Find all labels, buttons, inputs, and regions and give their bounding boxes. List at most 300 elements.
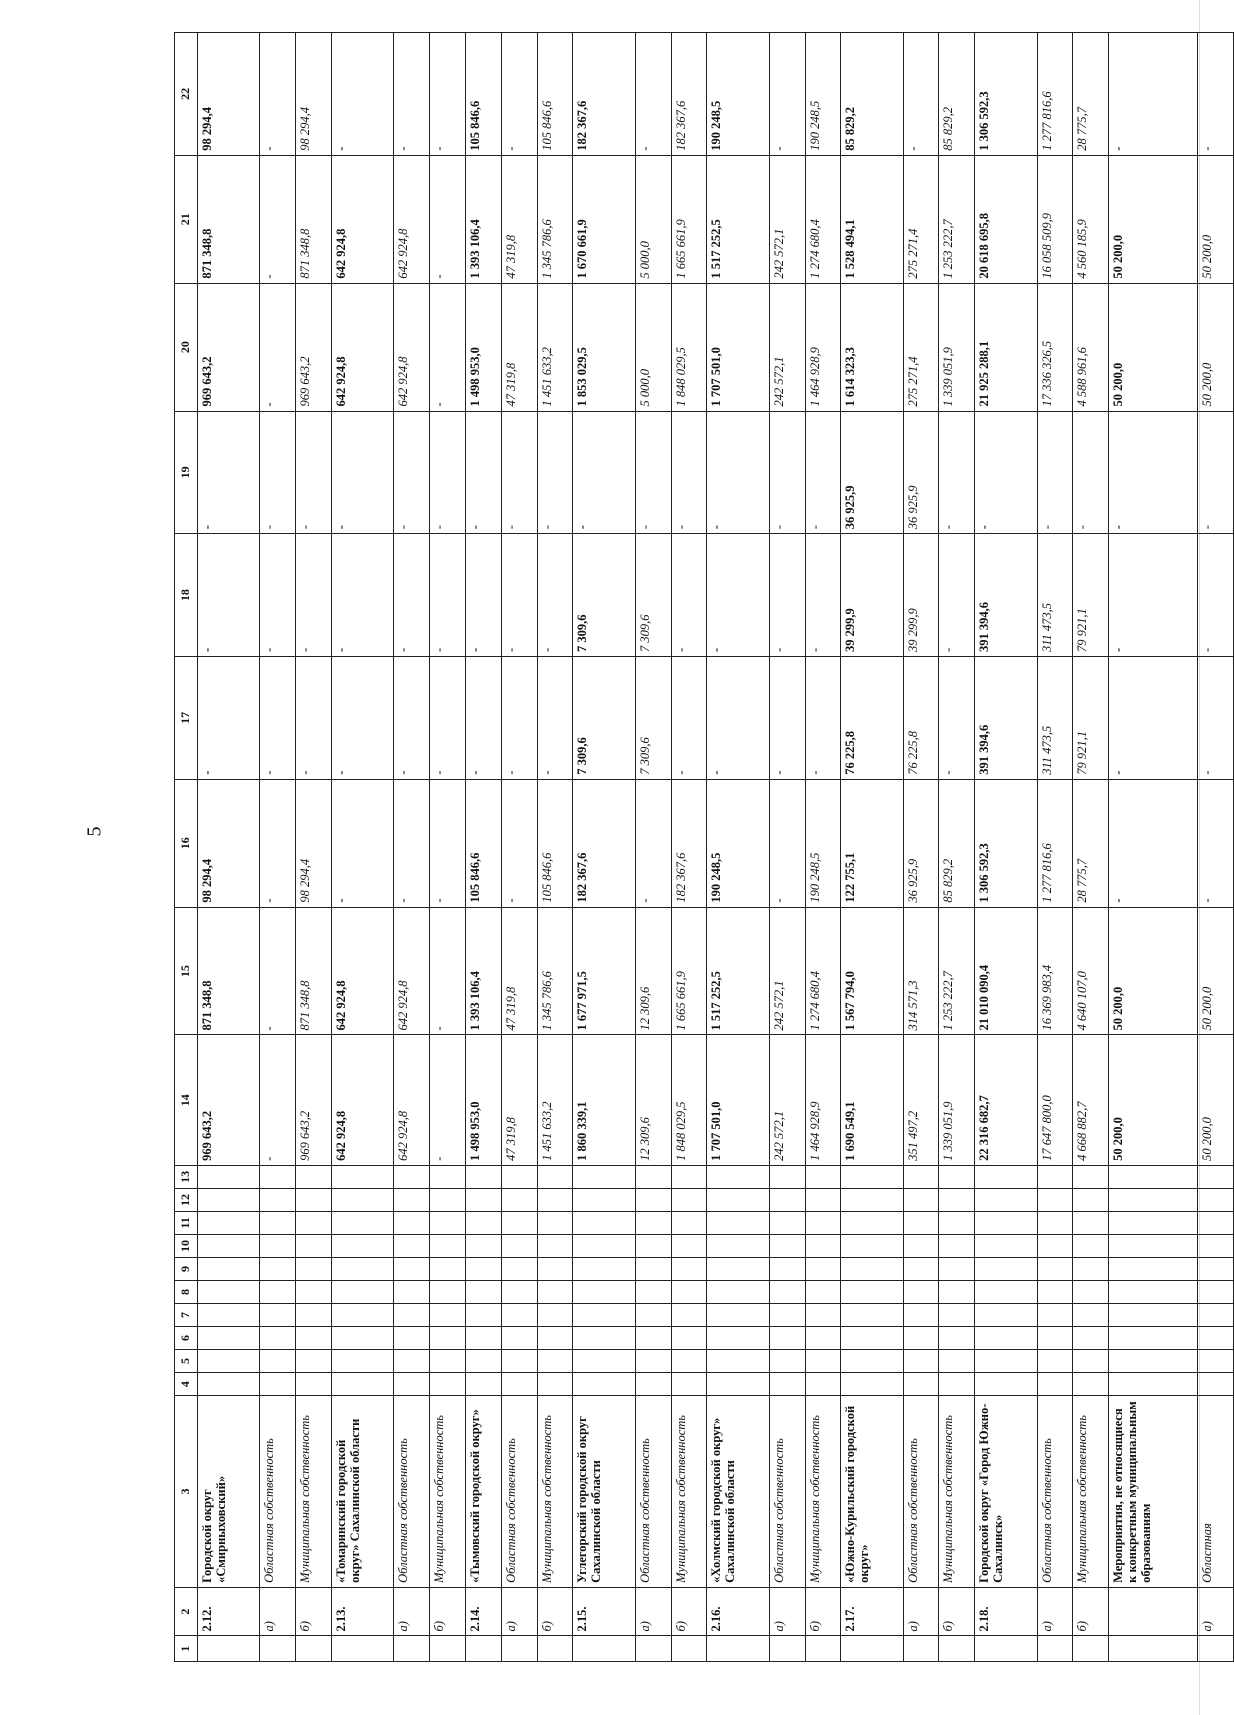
value-cell-col19: - [769,411,805,534]
value-cell-col21: 1 665 661,9 [671,155,707,283]
value-cell-col22: - [1197,33,1233,156]
value-cell-col17: - [769,657,805,780]
empty-cell [430,1280,466,1303]
row-number: а) [1197,1587,1233,1636]
row-cell-col1 [671,1636,707,1662]
empty-cell [841,1304,903,1327]
value-cell-col21: 20 618 695,8 [975,155,1037,283]
value-cell-col21: 1 253 222,7 [939,155,975,283]
empty-cell [1197,1188,1233,1211]
value-cell-col22: 85 829,2 [939,33,975,156]
value-cell-col15: 1 274 680,4 [805,907,841,1035]
row-number: 2.15. [573,1587,635,1636]
value-cell-col17: - [465,657,501,780]
empty-cell [635,1327,671,1350]
empty-cell [1109,1211,1198,1234]
value-cell-col19: - [1197,411,1233,534]
empty-cell [501,1188,537,1211]
value-cell-col19: - [501,411,537,534]
empty-cell [537,1165,573,1188]
column-number-header: 1 [175,1636,198,1662]
value-cell-col15: 4 640 107,0 [1073,907,1109,1035]
row-number: а) [260,1587,296,1636]
value-cell-col19: - [635,411,671,534]
row-cell-col1 [260,1636,296,1662]
value-cell-col15: 21 010 090,4 [975,907,1037,1035]
empty-cell [707,1373,769,1396]
empty-cell [975,1280,1037,1303]
empty-cell [331,1280,393,1303]
empty-cell [331,1304,393,1327]
empty-cell [707,1350,769,1373]
empty-cell [841,1327,903,1350]
empty-cell [331,1211,393,1234]
table-row [573,33,635,1662]
value-cell-col21: 1 670 661,9 [573,155,635,283]
empty-cell [501,1165,537,1188]
row-cell-col1 [296,1636,332,1662]
empty-cell [841,1280,903,1303]
value-cell-col18: - [769,534,805,657]
empty-cell [260,1188,296,1211]
value-cell-col18: 7 309,6 [573,534,635,657]
value-cell-col17: - [939,657,975,780]
value-cell-col21: - [430,155,466,283]
empty-cell [465,1234,501,1257]
row-cell-col1 [769,1636,805,1662]
empty-cell [394,1373,430,1396]
value-cell-col21: 642 924,8 [394,155,430,283]
value-cell-col19: - [260,411,296,534]
value-cell-col17: - [537,657,573,780]
value-cell-col15: 642 924,8 [331,907,393,1035]
empty-cell [465,1350,501,1373]
row-cell-col1 [939,1636,975,1662]
value-cell-col16: 105 846,6 [465,779,501,907]
value-cell-col16: - [635,779,671,907]
value-cell-col14: 1 451 633,2 [537,1035,573,1165]
empty-cell [769,1304,805,1327]
row-cell-col1 [975,1636,1037,1662]
empty-cell [635,1280,671,1303]
row-cell-col1 [394,1636,430,1662]
empty-cell [939,1373,975,1396]
row-cell-col1 [841,1636,903,1662]
empty-cell [296,1373,332,1396]
empty-cell [260,1373,296,1396]
empty-cell [707,1257,769,1280]
table-row [465,33,501,1662]
empty-cell [707,1304,769,1327]
column-number-header: 4 [175,1373,198,1396]
value-cell-col22: 182 367,6 [671,33,707,156]
empty-cell [1037,1165,1073,1188]
empty-cell [573,1304,635,1327]
value-cell-col16: 98 294,4 [296,779,332,907]
empty-cell [331,1373,393,1396]
value-cell-col19: - [537,411,573,534]
value-cell-col17: - [671,657,707,780]
empty-cell [805,1234,841,1257]
value-cell-col14: 4 668 882,7 [1073,1035,1109,1165]
empty-cell [394,1188,430,1211]
value-cell-col15: - [430,907,466,1035]
value-cell-col14: 242 572,1 [769,1035,805,1165]
empty-cell [260,1304,296,1327]
value-cell-col14: 351 497,2 [903,1035,939,1165]
value-cell-col15: - [260,907,296,1035]
table-row [975,33,1037,1662]
empty-cell [537,1350,573,1373]
row-name: Муниципальная собственность [805,1396,841,1588]
value-cell-col15: 1 677 971,5 [573,907,635,1035]
empty-cell [331,1350,393,1373]
table-row [903,33,939,1662]
column-number-header: 17 [175,657,198,780]
empty-cell [903,1165,939,1188]
value-cell-col16: - [1197,779,1233,907]
row-number: 2.18. [975,1587,1037,1636]
empty-cell [671,1327,707,1350]
table-row [841,33,903,1662]
empty-cell [430,1211,466,1234]
empty-cell [1109,1304,1198,1327]
value-cell-col18: - [707,534,769,657]
value-cell-col14: 1 498 953,0 [465,1035,501,1165]
value-cell-col15: 1 517 252,5 [707,907,769,1035]
empty-cell [769,1211,805,1234]
value-cell-col14: 1 339 051,9 [939,1035,975,1165]
empty-cell [805,1327,841,1350]
empty-cell [394,1234,430,1257]
value-cell-col15: 1 567 794,0 [841,907,903,1035]
empty-cell [1037,1373,1073,1396]
value-cell-col21: 1 345 786,6 [537,155,573,283]
empty-cell [1197,1327,1233,1350]
empty-cell [903,1373,939,1396]
empty-cell [1109,1234,1198,1257]
value-cell-col18: 311 473,5 [1037,534,1073,657]
empty-cell [1073,1257,1109,1280]
value-cell-col15: 314 571,3 [903,907,939,1035]
value-cell-col17: 7 309,6 [573,657,635,780]
value-cell-col15: 50 200,0 [1197,907,1233,1035]
value-cell-col16: - [769,779,805,907]
row-cell-col1 [331,1636,393,1662]
value-cell-col21: 16 058 509,9 [1037,155,1073,283]
value-cell-col16: 85 829,2 [939,779,975,907]
value-cell-col14: - [260,1035,296,1165]
row-name: Городской округ «Город Южно-Сахалинск» [975,1396,1037,1588]
empty-cell [769,1257,805,1280]
value-cell-col15: 1 253 222,7 [939,907,975,1035]
value-cell-col17: - [501,657,537,780]
value-cell-col17: 79 921,1 [1073,657,1109,780]
row-cell-col1 [537,1636,573,1662]
empty-cell [1073,1327,1109,1350]
value-cell-col21: 1 274 680,4 [805,155,841,283]
row-number: 2.14. [465,1587,501,1636]
empty-cell [394,1165,430,1188]
empty-cell [903,1188,939,1211]
value-cell-col15: 642 924,8 [394,907,430,1035]
row-number: 2.12. [198,1587,260,1636]
value-cell-col14: 1 690 549,1 [841,1035,903,1165]
value-cell-col18: - [430,534,466,657]
value-cell-col18: 39 299,9 [841,534,903,657]
value-cell-col16: 182 367,6 [671,779,707,907]
value-cell-col17: 76 225,8 [903,657,939,780]
row-cell-col1 [635,1636,671,1662]
value-cell-col16: - [430,779,466,907]
empty-cell [465,1280,501,1303]
value-cell-col22: - [1109,33,1198,156]
value-cell-col22: - [769,33,805,156]
value-cell-col21: 50 200,0 [1197,155,1233,283]
value-cell-col16: - [394,779,430,907]
value-cell-col19: - [465,411,501,534]
empty-cell [296,1327,332,1350]
empty-cell [1109,1327,1198,1350]
row-name: Областная собственность [394,1396,430,1588]
value-cell-col19: - [198,411,260,534]
row-name: Муниципальная собственность [537,1396,573,1588]
empty-cell [1037,1234,1073,1257]
value-cell-col17: - [707,657,769,780]
empty-cell [501,1327,537,1350]
value-cell-col17: - [296,657,332,780]
value-cell-col17: - [198,657,260,780]
empty-cell [841,1373,903,1396]
column-number-header: 18 [175,534,198,657]
value-cell-col15: 47 319,8 [501,907,537,1035]
empty-cell [1073,1211,1109,1234]
empty-cell [430,1234,466,1257]
empty-cell [903,1350,939,1373]
empty-cell [805,1211,841,1234]
column-number-header: 7 [175,1304,198,1327]
row-cell-col1 [805,1636,841,1662]
value-cell-col14: 17 647 800,0 [1037,1035,1073,1165]
row-number: б) [296,1587,332,1636]
empty-cell [430,1257,466,1280]
row-number: б) [537,1587,573,1636]
empty-cell [198,1234,260,1257]
value-cell-col19: - [975,411,1037,534]
empty-cell [939,1327,975,1350]
value-cell-col19: - [1073,411,1109,534]
value-cell-col18: - [260,534,296,657]
value-cell-col17: 7 309,6 [635,657,671,780]
value-cell-col14: 22 316 682,7 [975,1035,1037,1165]
value-cell-col19: - [1037,411,1073,534]
value-cell-col15: 12 309,6 [635,907,671,1035]
empty-cell [537,1188,573,1211]
row-cell-col1 [1197,1636,1233,1662]
value-cell-col22: 190 248,5 [707,33,769,156]
empty-cell [1037,1350,1073,1373]
value-cell-col15: 871 348,8 [198,907,260,1035]
empty-cell [939,1211,975,1234]
value-cell-col18: - [394,534,430,657]
row-name: Муниципальная собственность [296,1396,332,1588]
empty-cell [635,1373,671,1396]
row-number: а) [501,1587,537,1636]
table-row [1197,33,1233,1662]
empty-cell [260,1211,296,1234]
empty-cell [1037,1188,1073,1211]
value-cell-col22: 105 846,6 [537,33,573,156]
value-cell-col19: 36 925,9 [841,411,903,534]
value-cell-col22: 1 277 816,6 [1037,33,1073,156]
empty-cell [671,1304,707,1327]
table-row [198,33,260,1662]
empty-cell [465,1211,501,1234]
empty-cell [198,1327,260,1350]
empty-cell [573,1234,635,1257]
column-number-header: 21 [175,155,198,283]
empty-cell [1197,1280,1233,1303]
empty-cell [198,1304,260,1327]
value-cell-col22: 105 846,6 [465,33,501,156]
budget-table-rotated [174,32,1234,1662]
empty-cell [975,1211,1037,1234]
empty-cell [635,1350,671,1373]
value-cell-col21: 871 348,8 [296,155,332,283]
empty-cell [331,1327,393,1350]
empty-cell [1197,1234,1233,1257]
value-cell-col20: 17 336 326,5 [1037,283,1073,411]
row-name: Областная собственность [1037,1396,1073,1588]
value-cell-col21: 4 560 185,9 [1073,155,1109,283]
value-cell-col22: - [635,33,671,156]
value-cell-col20: 969 643,2 [296,283,332,411]
value-cell-col18: - [296,534,332,657]
value-cell-col19: - [805,411,841,534]
empty-cell [537,1280,573,1303]
empty-cell [296,1257,332,1280]
value-cell-col14: 969 643,2 [198,1035,260,1165]
empty-cell [501,1257,537,1280]
empty-cell [671,1280,707,1303]
empty-cell [635,1165,671,1188]
value-cell-col21: 5 000,0 [635,155,671,283]
empty-cell [635,1211,671,1234]
column-number-header: 3 [175,1396,198,1588]
row-name: Областная собственность [635,1396,671,1588]
row-number: б) [1073,1587,1109,1636]
table-row [331,33,393,1662]
value-cell-col20: 1 707 501,0 [707,283,769,411]
value-cell-col21: 47 319,8 [501,155,537,283]
value-cell-col19: - [1109,411,1198,534]
empty-cell [394,1280,430,1303]
value-cell-col19: - [573,411,635,534]
row-name: Областная собственность [903,1396,939,1588]
table-row [671,33,707,1662]
empty-cell [1073,1373,1109,1396]
empty-cell [465,1373,501,1396]
empty-cell [975,1165,1037,1188]
row-cell-col1 [501,1636,537,1662]
empty-cell [975,1188,1037,1211]
column-number-header: 5 [175,1350,198,1373]
row-name: Городской округ «Смирныховский» [198,1396,260,1588]
table-row [537,33,573,1662]
value-cell-col14: 12 309,6 [635,1035,671,1165]
empty-cell [769,1327,805,1350]
empty-cell [635,1234,671,1257]
value-cell-col18: 7 309,6 [635,534,671,657]
value-cell-col14: 969 643,2 [296,1035,332,1165]
value-cell-col19: - [707,411,769,534]
value-cell-col20: 242 572,1 [769,283,805,411]
value-cell-col17: - [430,657,466,780]
table-row [939,33,975,1662]
empty-cell [975,1327,1037,1350]
row-number: б) [430,1587,466,1636]
empty-cell [939,1257,975,1280]
value-cell-col20: 5 000,0 [635,283,671,411]
empty-cell [805,1188,841,1211]
value-cell-col16: 122 755,1 [841,779,903,907]
value-cell-col21: 275 271,4 [903,155,939,283]
value-cell-col20: 1 614 323,3 [841,283,903,411]
column-number-header: 8 [175,1280,198,1303]
empty-cell [1073,1280,1109,1303]
empty-cell [939,1280,975,1303]
row-cell-col1 [1037,1636,1073,1662]
empty-cell [903,1211,939,1234]
empty-cell [1197,1373,1233,1396]
empty-cell [260,1257,296,1280]
value-cell-col22: - [903,33,939,156]
column-number-header: 16 [175,779,198,907]
empty-cell [1037,1280,1073,1303]
value-cell-col21: 50 200,0 [1109,155,1198,283]
value-cell-col20: 21 925 288,1 [975,283,1037,411]
empty-cell [1197,1350,1233,1373]
empty-cell [769,1350,805,1373]
empty-cell [1073,1234,1109,1257]
value-cell-col15: 1 665 661,9 [671,907,707,1035]
empty-cell [430,1373,466,1396]
empty-cell [296,1165,332,1188]
empty-cell [707,1234,769,1257]
row-name: Областная собственность [769,1396,805,1588]
column-number-header: 15 [175,907,198,1035]
empty-cell [430,1188,466,1211]
value-cell-col15: 871 348,8 [296,907,332,1035]
value-cell-col14: 1 848 029,5 [671,1035,707,1165]
row-number: а) [635,1587,671,1636]
empty-cell [296,1188,332,1211]
empty-cell [465,1327,501,1350]
empty-cell [707,1211,769,1234]
budget-table [174,32,1234,1662]
value-cell-col17: - [1197,657,1233,780]
row-name: «Томаринский городской округ» Сахалинской области [331,1396,393,1588]
value-cell-col14: 1 860 339,1 [573,1035,635,1165]
empty-cell [1073,1304,1109,1327]
empty-cell [671,1257,707,1280]
empty-cell [394,1327,430,1350]
empty-cell [805,1304,841,1327]
value-cell-col18: 79 921,1 [1073,534,1109,657]
empty-cell [1037,1211,1073,1234]
empty-cell [635,1257,671,1280]
empty-cell [671,1350,707,1373]
